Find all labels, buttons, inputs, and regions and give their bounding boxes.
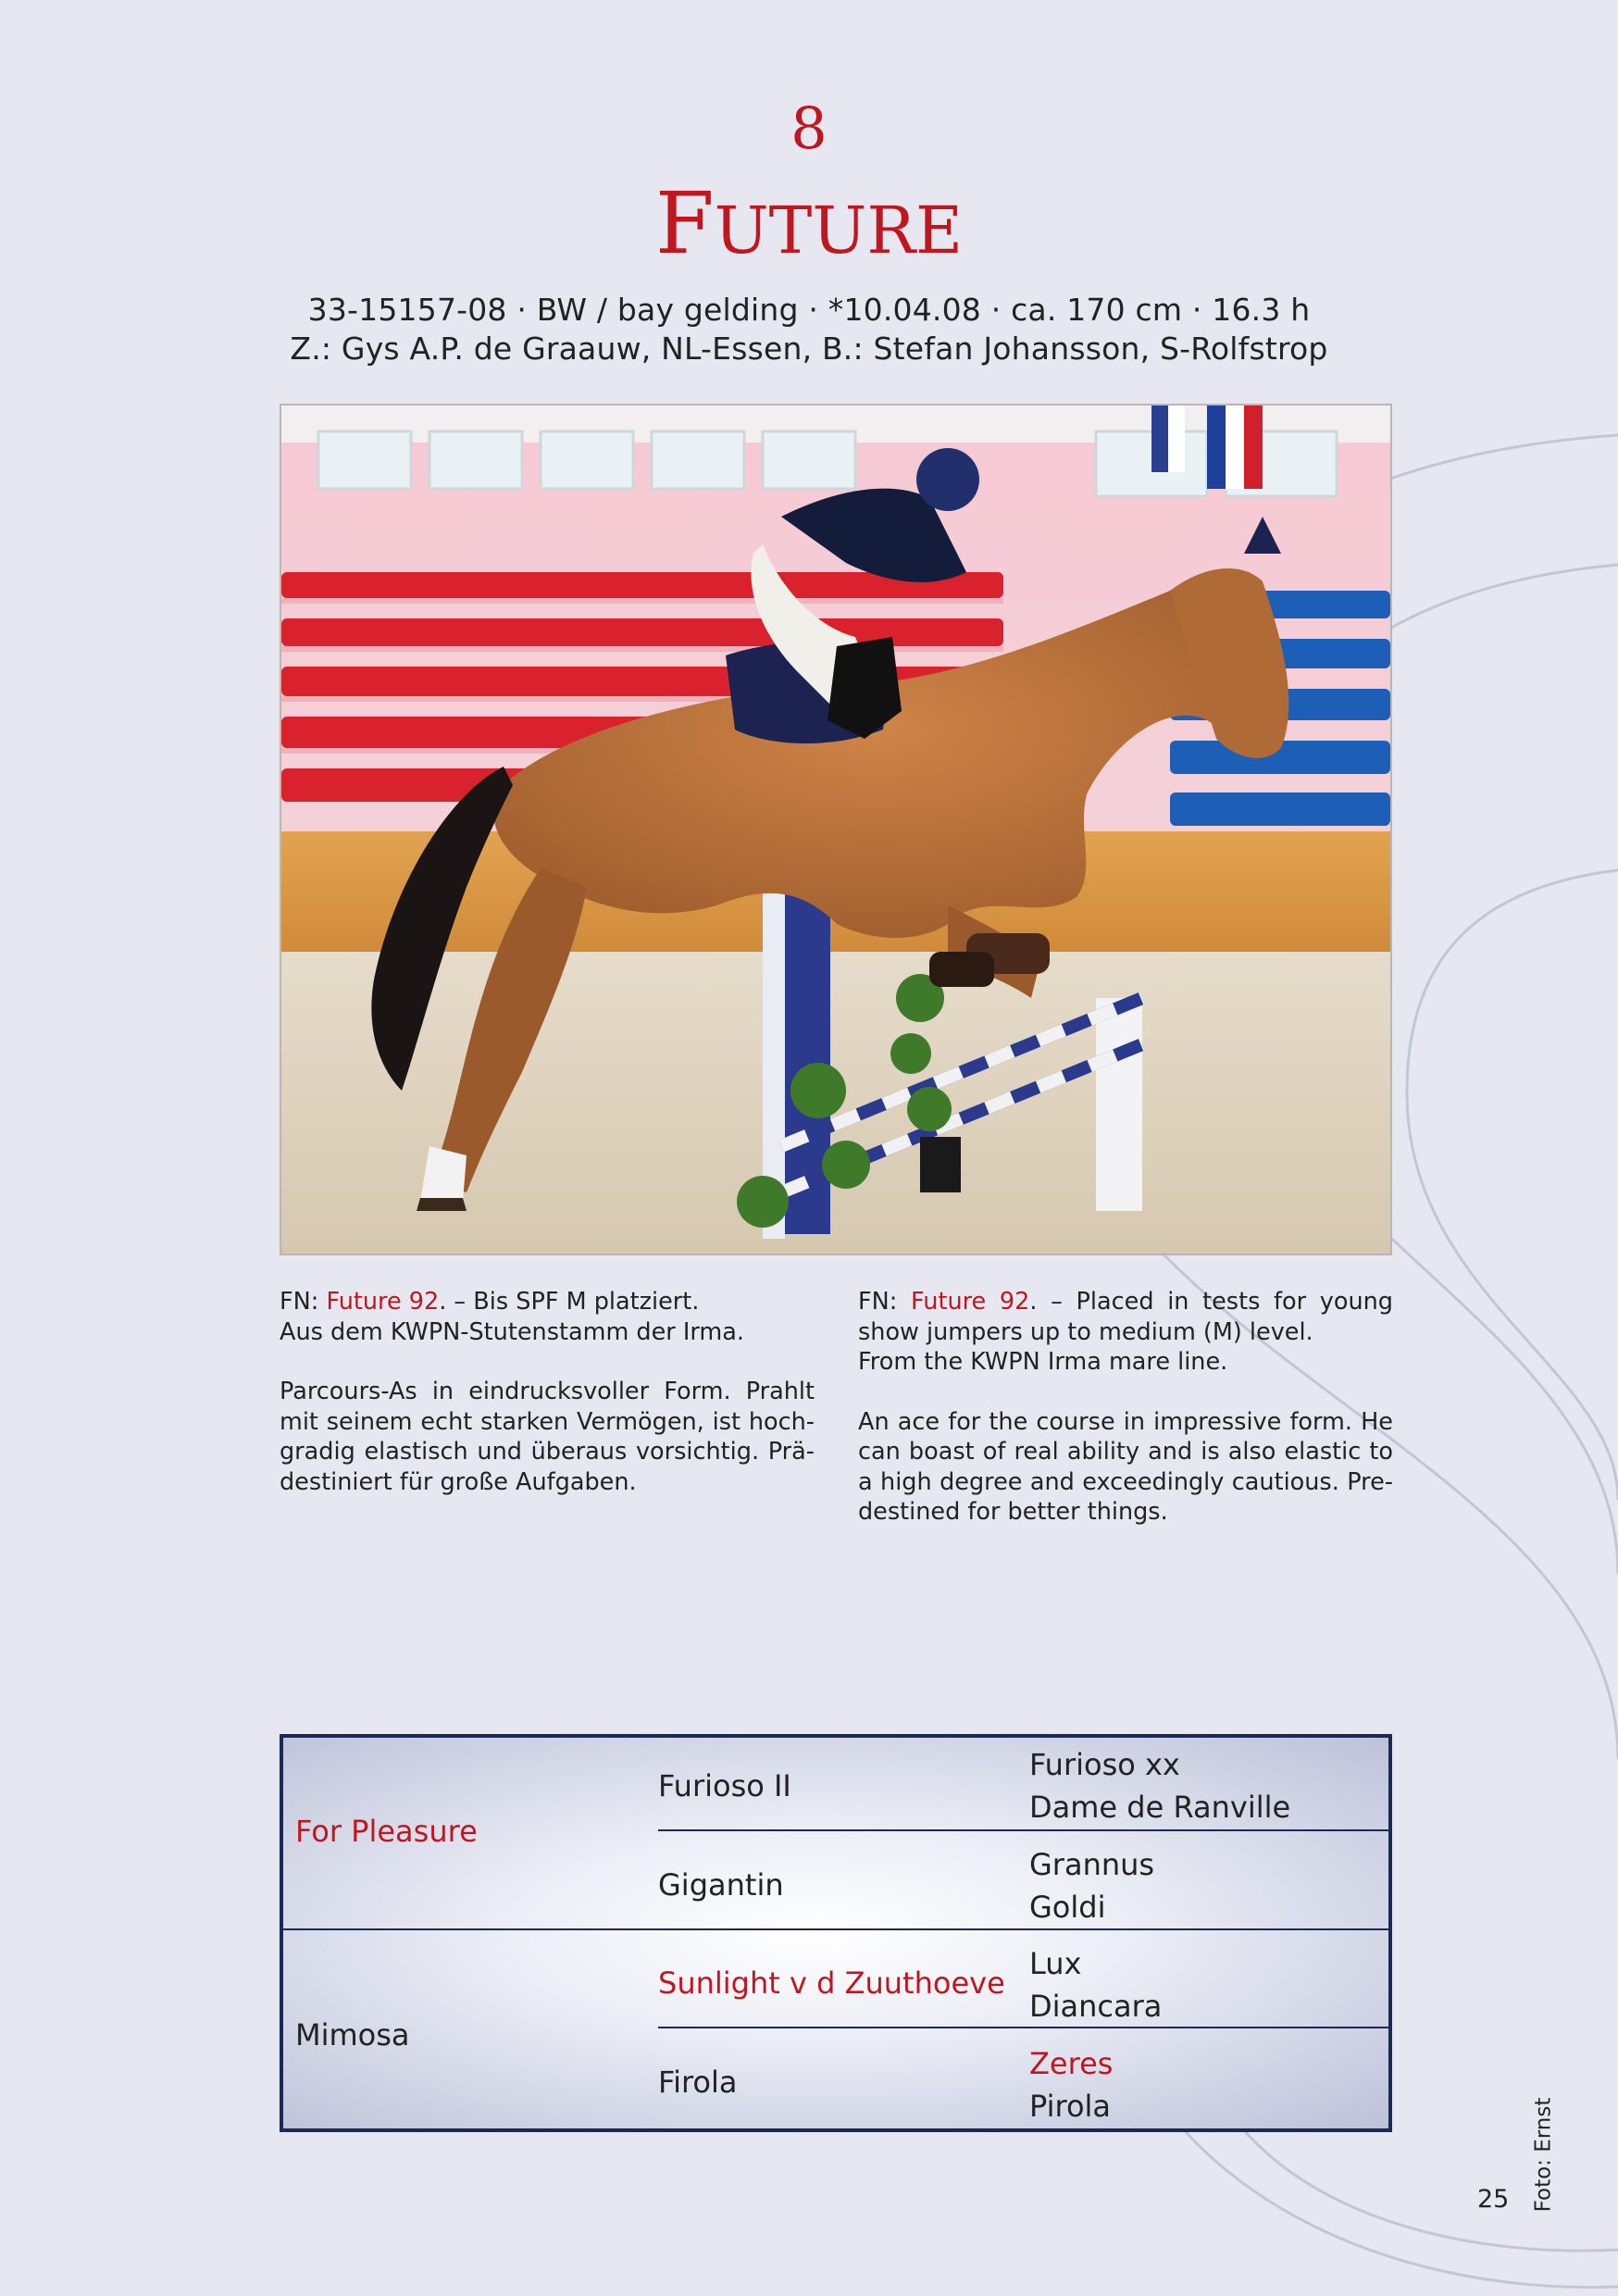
evaluation-paragraph-de: Parcours-As in eindrucksvoller Form. Prahlt mit seinem echt starken Vermögen, ist hochgradig elastisch und überaus vorsichtig. Prädestiniert für große Aufgaben. bbox=[280, 1378, 815, 1496]
lot-number: 8 bbox=[790, 94, 828, 162]
horse-name-initial: F bbox=[654, 174, 715, 273]
horse-name-rest: UTURE bbox=[714, 193, 964, 268]
horse-jumping-photo bbox=[280, 404, 1392, 1255]
breeder-owner-line: Z.: Gys A.P. de Graauw, NL-Essen, B.: Stefan Johansson, S-Rolfstrop bbox=[290, 331, 1328, 367]
photo-credit: Foto: Ernst bbox=[1531, 2097, 1556, 2213]
pedigree-sire-sire: Furioso II bbox=[658, 1768, 791, 1803]
fn-rest-en: . – Placed in tests for young show jumpers up to medium (M) level. bbox=[858, 1288, 1393, 1346]
page-number: 25 bbox=[1477, 2185, 1510, 2214]
pedigree-table bbox=[280, 1734, 1392, 2132]
pedigree-g3-5: Lux bbox=[1029, 1946, 1082, 1981]
fn-rest-de: . – Bis SPF M platziert. bbox=[439, 1288, 700, 1316]
description-german bbox=[280, 1287, 815, 1497]
mare-line-de: Aus dem KWPN-Stutenstamm der Irma. bbox=[280, 1317, 744, 1346]
mare-line-en: From the KWPN Irma mare line. bbox=[858, 1348, 1228, 1376]
pedigree-divider-lower bbox=[658, 2027, 1388, 2028]
pedigree-g3-1: Furioso xx bbox=[1029, 1747, 1180, 1782]
evaluation-paragraph-en: An ace for the course in impressive form. He can boast of real ability and is also elastic to a high degree and exceedingly cautious. Predestined for better things. bbox=[858, 1407, 1393, 1526]
pedigree-sire-dam: Gigantin bbox=[658, 1867, 784, 1903]
pedigree-g3-6: Diancara bbox=[1029, 1989, 1163, 2024]
description-english bbox=[858, 1287, 1393, 1528]
fn-prefix-de: FN: bbox=[280, 1288, 327, 1316]
pedigree-dam-sire: Sunlight v d Zuuthoeve bbox=[658, 1965, 1005, 2001]
horse-details: 33-15157-08 · BW / bay gelding · *10.04.08 · ca. 170 cm · 16.3 h bbox=[307, 292, 1311, 328]
fn-paragraph-en bbox=[858, 1287, 1393, 1378]
fn-prefix-en: FN: bbox=[858, 1288, 912, 1316]
pedigree-g3-2: Dame de Ranville bbox=[1029, 1790, 1291, 1825]
pedigree-divider-upper bbox=[658, 1829, 1388, 1831]
pedigree-g3-3: Grannus bbox=[1029, 1847, 1155, 1882]
pedigree-dam-dam: Firola bbox=[658, 2065, 738, 2100]
fn-name-en: Future 92 bbox=[911, 1288, 1030, 1316]
pedigree-dam: Mimosa bbox=[295, 2017, 410, 2053]
horse-name bbox=[0, 174, 1618, 273]
fn-name-de: Future 92 bbox=[326, 1288, 440, 1316]
pedigree-g3-8: Pirola bbox=[1029, 2089, 1112, 2124]
pedigree-sire: For Pleasure bbox=[295, 1814, 478, 1849]
pedigree-g3-4: Goldi bbox=[1029, 1890, 1106, 1925]
pedigree-divider-main bbox=[283, 1928, 1388, 1930]
fn-paragraph-de bbox=[280, 1287, 815, 1347]
pedigree-g3-7: Zeres bbox=[1029, 2046, 1114, 2081]
